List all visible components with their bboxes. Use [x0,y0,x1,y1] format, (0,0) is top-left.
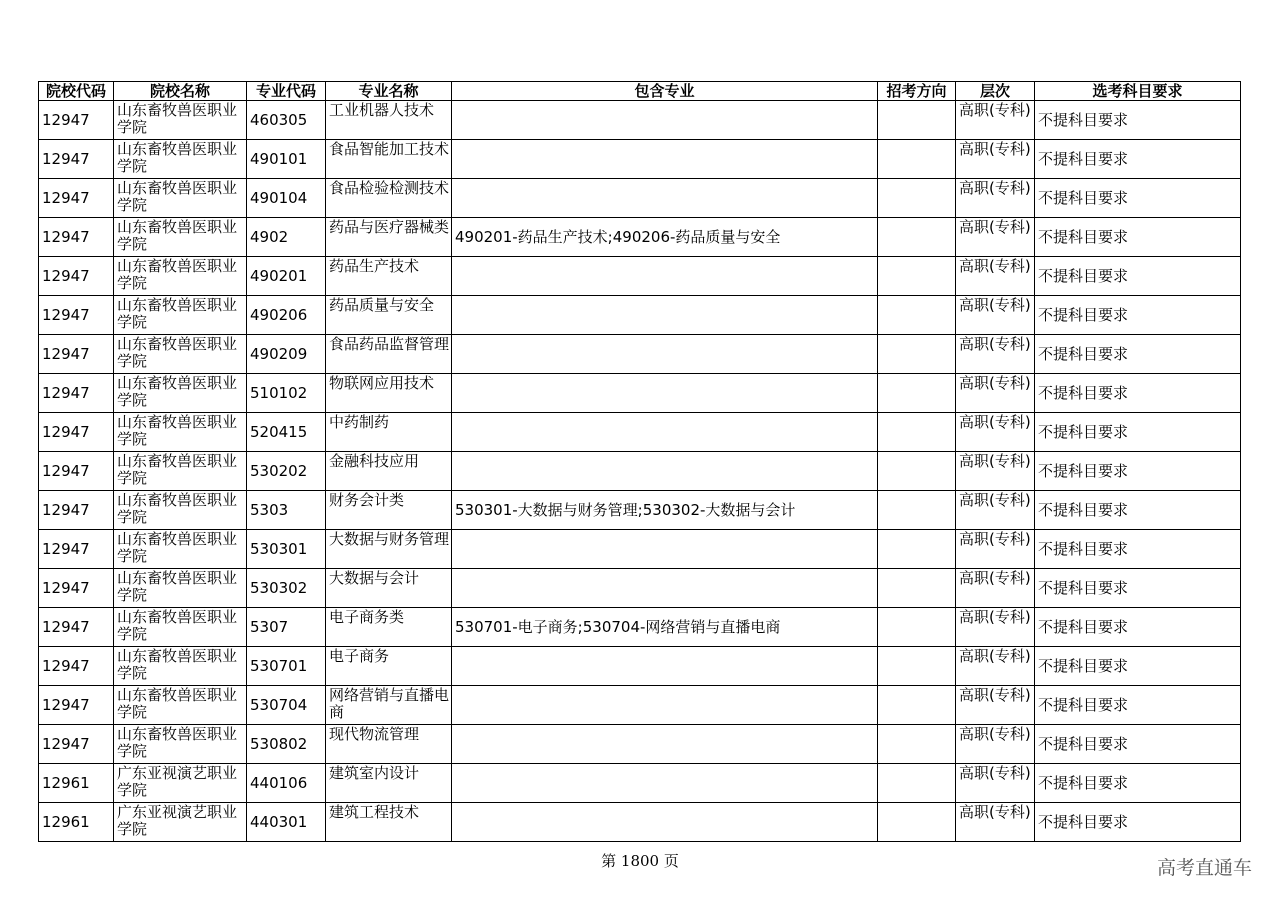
cell-major-code: 4902 [247,218,326,257]
cell-level: 高职(专科) [956,257,1035,296]
cell-subject-requirement: 不提科目要求 [1035,725,1241,764]
cell-direction [878,335,956,374]
cell-subject-requirement: 不提科目要求 [1035,218,1241,257]
cell-school-name: 山东畜牧兽医职业学院 [114,296,247,335]
table-row [39,335,1241,374]
table-row [39,374,1241,413]
cell-direction [878,296,956,335]
cell-included-majors [452,803,878,842]
cell-subject-requirement: 不提科目要求 [1035,452,1241,491]
cell-direction [878,257,956,296]
cell-included-majors: 530301-大数据与财务管理;530302-大数据与会计 [452,491,878,530]
cell-included-majors [452,569,878,608]
cell-subject-requirement: 不提科目要求 [1035,647,1241,686]
cell-major-code: 5307 [247,608,326,647]
cell-direction [878,647,956,686]
header-row [39,82,1241,101]
cell-subject-requirement: 不提科目要求 [1035,608,1241,647]
header-subject-requirement: 选考科目要求 [1035,82,1241,101]
cell-school-code: 12947 [39,179,114,218]
cell-direction [878,101,956,140]
cell-school-code: 12947 [39,218,114,257]
cell-major-name: 电子商务 [326,647,452,686]
cell-level: 高职(专科) [956,491,1035,530]
cell-subject-requirement: 不提科目要求 [1035,686,1241,725]
cell-direction [878,530,956,569]
cell-level: 高职(专科) [956,179,1035,218]
cell-level: 高职(专科) [956,686,1035,725]
cell-included-majors [452,413,878,452]
cell-level: 高职(专科) [956,608,1035,647]
cell-included-majors [452,530,878,569]
cell-subject-requirement: 不提科目要求 [1035,764,1241,803]
cell-included-majors [452,374,878,413]
cell-direction [878,413,956,452]
cell-direction [878,725,956,764]
cell-school-name: 山东畜牧兽医职业学院 [114,335,247,374]
cell-level: 高职(专科) [956,413,1035,452]
cell-major-code: 530704 [247,686,326,725]
cell-school-name: 广东亚视演艺职业学院 [114,764,247,803]
cell-level: 高职(专科) [956,764,1035,803]
cell-major-name: 财务会计类 [326,491,452,530]
cell-major-code: 440301 [247,803,326,842]
watermark-text: 高考直通车 [1156,857,1252,879]
cell-major-code: 490209 [247,335,326,374]
cell-major-name: 食品检验检测技术 [326,179,452,218]
cell-level: 高职(专科) [956,374,1035,413]
cell-major-name: 食品智能加工技术 [326,140,452,179]
cell-direction [878,764,956,803]
cell-included-majors [452,296,878,335]
cell-major-name: 药品生产技术 [326,257,452,296]
table-row [39,725,1241,764]
cell-major-code: 490104 [247,179,326,218]
cell-level: 高职(专科) [956,101,1035,140]
cell-school-name: 山东畜牧兽医职业学院 [114,101,247,140]
cell-school-name: 山东畜牧兽医职业学院 [114,608,247,647]
cell-major-code: 460305 [247,101,326,140]
cell-included-majors [452,647,878,686]
cell-level: 高职(专科) [956,296,1035,335]
header-level: 层次 [956,82,1035,101]
cell-school-name: 山东畜牧兽医职业学院 [114,686,247,725]
cell-subject-requirement: 不提科目要求 [1035,257,1241,296]
cell-school-name: 山东畜牧兽医职业学院 [114,452,247,491]
cell-major-name: 大数据与财务管理 [326,530,452,569]
cell-subject-requirement: 不提科目要求 [1035,803,1241,842]
table-row [39,647,1241,686]
cell-school-code: 12947 [39,491,114,530]
table-row [39,764,1241,803]
cell-major-name: 中药制药 [326,413,452,452]
cell-school-code: 12947 [39,686,114,725]
cell-included-majors: 490201-药品生产技术;490206-药品质量与安全 [452,218,878,257]
cell-school-code: 12947 [39,452,114,491]
cell-school-code: 12947 [39,257,114,296]
cell-school-code: 12961 [39,803,114,842]
cell-school-code: 12947 [39,647,114,686]
header-school-code: 院校代码 [39,82,114,101]
cell-level: 高职(专科) [956,218,1035,257]
table-row [39,179,1241,218]
cell-school-code: 12947 [39,608,114,647]
cell-subject-requirement: 不提科目要求 [1035,179,1241,218]
cell-major-code: 520415 [247,413,326,452]
table-row [39,218,1241,257]
cell-major-name: 药品与医疗器械类 [326,218,452,257]
cell-subject-requirement: 不提科目要求 [1035,335,1241,374]
cell-included-majors [452,140,878,179]
cell-level: 高职(专科) [956,335,1035,374]
cell-direction [878,491,956,530]
cell-school-code: 12947 [39,725,114,764]
cell-direction [878,569,956,608]
cell-major-name: 工业机器人技术 [326,101,452,140]
cell-level: 高职(专科) [956,452,1035,491]
cell-school-code: 12947 [39,101,114,140]
cell-included-majors [452,725,878,764]
cell-subject-requirement: 不提科目要求 [1035,101,1241,140]
cell-school-code: 12947 [39,413,114,452]
cell-subject-requirement: 不提科目要求 [1035,569,1241,608]
header-major-code: 专业代码 [247,82,326,101]
cell-direction [878,179,956,218]
cell-major-name: 食品药品监督管理 [326,335,452,374]
cell-school-code: 12947 [39,569,114,608]
cell-school-code: 12947 [39,335,114,374]
cell-school-name: 山东畜牧兽医职业学院 [114,647,247,686]
cell-major-name: 建筑室内设计 [326,764,452,803]
cell-direction [878,218,956,257]
table-row [39,413,1241,452]
table-row [39,257,1241,296]
cell-level: 高职(专科) [956,530,1035,569]
cell-school-name: 山东畜牧兽医职业学院 [114,725,247,764]
cell-school-name: 山东畜牧兽医职业学院 [114,569,247,608]
page-number: 第 1800 页 [601,852,679,870]
cell-major-code: 510102 [247,374,326,413]
header-school-name: 院校名称 [114,82,247,101]
cell-school-name: 山东畜牧兽医职业学院 [114,218,247,257]
cell-subject-requirement: 不提科目要求 [1035,491,1241,530]
cell-subject-requirement: 不提科目要求 [1035,296,1241,335]
cell-direction [878,140,956,179]
table-row [39,686,1241,725]
table-row [39,452,1241,491]
cell-direction [878,608,956,647]
cell-major-code: 530301 [247,530,326,569]
cell-major-code: 5303 [247,491,326,530]
cell-level: 高职(专科) [956,569,1035,608]
cell-major-code: 530701 [247,647,326,686]
header-major-name: 专业名称 [326,82,452,101]
table-row [39,491,1241,530]
table-row [39,803,1241,842]
cell-school-code: 12947 [39,530,114,569]
cell-school-code: 12947 [39,296,114,335]
table-row [39,101,1241,140]
cell-school-code: 12947 [39,374,114,413]
header-direction: 招考方向 [878,82,956,101]
table-row [39,608,1241,647]
admissions-table [38,81,1241,842]
cell-direction [878,374,956,413]
cell-direction [878,452,956,491]
cell-major-code: 490101 [247,140,326,179]
table-row [39,296,1241,335]
cell-major-name: 金融科技应用 [326,452,452,491]
cell-major-code: 440106 [247,764,326,803]
cell-level: 高职(专科) [956,140,1035,179]
cell-school-name: 山东畜牧兽医职业学院 [114,374,247,413]
cell-school-name: 广东亚视演艺职业学院 [114,803,247,842]
cell-school-name: 山东畜牧兽医职业学院 [114,257,247,296]
cell-major-code: 490206 [247,296,326,335]
cell-subject-requirement: 不提科目要求 [1035,413,1241,452]
cell-direction [878,803,956,842]
cell-included-majors [452,452,878,491]
cell-subject-requirement: 不提科目要求 [1035,374,1241,413]
cell-major-name: 电子商务类 [326,608,452,647]
cell-school-name: 山东畜牧兽医职业学院 [114,413,247,452]
table-row [39,530,1241,569]
cell-major-name: 建筑工程技术 [326,803,452,842]
cell-school-name: 山东畜牧兽医职业学院 [114,140,247,179]
cell-included-majors [452,335,878,374]
cell-level: 高职(专科) [956,647,1035,686]
cell-subject-requirement: 不提科目要求 [1035,530,1241,569]
cell-major-name: 药品质量与安全 [326,296,452,335]
cell-level: 高职(专科) [956,725,1035,764]
table-row [39,140,1241,179]
header-included-majors: 包含专业 [452,82,878,101]
cell-major-name: 网络营销与直播电商 [326,686,452,725]
cell-school-name: 山东畜牧兽医职业学院 [114,530,247,569]
cell-subject-requirement: 不提科目要求 [1035,140,1241,179]
cell-school-name: 山东畜牧兽医职业学院 [114,179,247,218]
cell-major-name: 物联网应用技术 [326,374,452,413]
cell-included-majors [452,179,878,218]
cell-included-majors [452,686,878,725]
cell-included-majors [452,257,878,296]
cell-major-name: 现代物流管理 [326,725,452,764]
cell-school-name: 山东畜牧兽医职业学院 [114,491,247,530]
cell-direction [878,686,956,725]
cell-major-code: 530202 [247,452,326,491]
cell-included-majors [452,101,878,140]
cell-included-majors [452,764,878,803]
cell-school-code: 12947 [39,140,114,179]
cell-school-code: 12961 [39,764,114,803]
cell-major-code: 530302 [247,569,326,608]
cell-major-code: 490201 [247,257,326,296]
cell-major-code: 530802 [247,725,326,764]
cell-included-majors: 530701-电子商务;530704-网络营销与直播电商 [452,608,878,647]
cell-major-name: 大数据与会计 [326,569,452,608]
cell-level: 高职(专科) [956,803,1035,842]
table-row [39,569,1241,608]
